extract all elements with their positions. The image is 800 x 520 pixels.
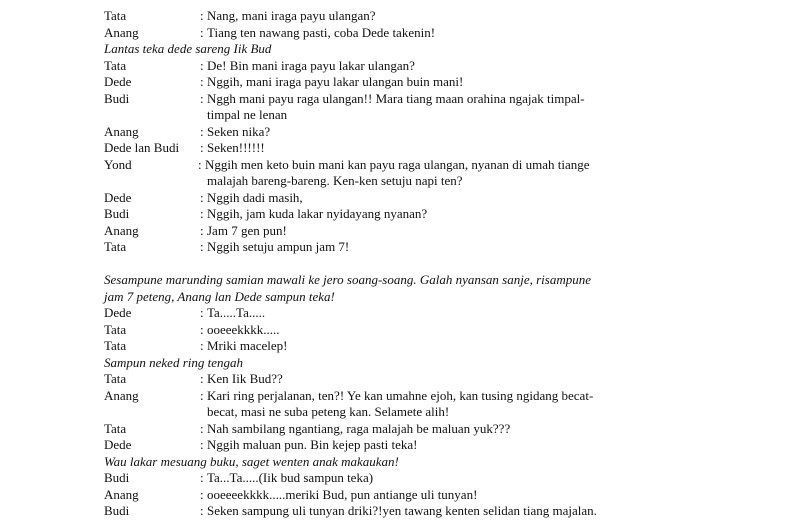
speaker-name: Dede lan Budi xyxy=(104,140,180,155)
stage-direction-text: Sampun neked ring tengah xyxy=(104,354,244,370)
colon-separator: : xyxy=(200,189,204,205)
speaker-name: Budi xyxy=(104,470,130,485)
speaker-name: Tata xyxy=(104,8,127,23)
dialogue-line xyxy=(0,140,800,157)
dialogue-line xyxy=(0,190,800,207)
dialogue-line xyxy=(0,305,800,322)
colon-separator: : xyxy=(200,338,204,353)
dialogue-line xyxy=(0,58,800,75)
dialogue-text: Nang, mani iraga payu ulangan? xyxy=(207,8,376,23)
colon-separator: : xyxy=(200,503,204,518)
stage-direction xyxy=(0,289,800,306)
speaker-name: Tata xyxy=(104,57,127,73)
dialogue-line xyxy=(0,322,800,339)
speaker-name: Dede xyxy=(104,74,132,89)
speaker-name: Budi xyxy=(104,90,130,106)
stage-direction-text: Wau lakar mesuang buku, saget wenten anak makaukan! xyxy=(104,453,399,469)
speaker-name: Tata xyxy=(104,321,127,337)
dialogue-line xyxy=(0,206,800,223)
speaker-name: Yond xyxy=(104,156,132,172)
colon-separator: : xyxy=(200,420,204,436)
speaker-name: Dede xyxy=(104,189,132,205)
dialogue-text: Nggih maluan pun. Bin kejep pasti teka! xyxy=(207,437,418,452)
colon-separator: : xyxy=(200,140,204,155)
dialogue-line xyxy=(0,25,800,42)
speaker-name: Tata xyxy=(104,420,127,436)
colon-separator: : xyxy=(198,156,202,172)
stage-direction xyxy=(0,272,800,289)
colon-separator: : xyxy=(200,387,204,403)
dialogue-line xyxy=(0,157,800,174)
dialogue-text: Ta...Ta.....(Iik bud sampun teka) xyxy=(207,470,374,485)
speaker-name: Dede xyxy=(104,305,132,320)
blank-line xyxy=(0,256,800,273)
colon-separator: : xyxy=(200,74,204,89)
dialogue-text: De! Bin mani iraga payu lakar ulangan? xyxy=(207,57,415,73)
drama-script xyxy=(0,8,800,520)
speaker-name: Budi xyxy=(104,206,130,221)
speaker-name: Tata xyxy=(104,338,127,353)
dialogue-line xyxy=(0,388,800,405)
dialogue-text: Nggh mani payu raga ulangan!! Mara tiang maan orahina ngajak timpal- xyxy=(207,90,585,106)
colon-separator: : xyxy=(200,24,204,40)
colon-separator: : xyxy=(200,321,204,337)
dialogue-text: Seken nika? xyxy=(207,123,271,139)
stage-direction xyxy=(0,454,800,471)
speaker-name: Anang xyxy=(104,387,139,403)
dialogue-text: Nggih, mani iraga payu lakar ulangan buin mani! xyxy=(207,74,464,89)
speaker-name: Tata xyxy=(104,371,127,386)
dialogue-text: Nah sambilang ngantiang, raga malajah be maluan yuk??? xyxy=(207,420,511,436)
speaker-name: Dede xyxy=(104,437,132,452)
dialogue-text: Seken!!!!!! xyxy=(207,140,265,155)
dialogue-text: becat, masi ne suba peteng kan. Selamete alih! xyxy=(207,404,450,419)
stage-direction xyxy=(0,41,800,58)
dialogue-line xyxy=(0,470,800,487)
colon-separator: : xyxy=(200,470,204,485)
dialogue-line xyxy=(0,437,800,454)
dialogue-continuation xyxy=(0,107,800,124)
dialogue-text: timpal ne lenan xyxy=(207,107,288,122)
dialogue-continuation xyxy=(0,173,800,190)
stage-direction-text: jam 7 peteng, Anang lan Dede sampun teka! xyxy=(104,288,335,304)
dialogue-line xyxy=(0,421,800,438)
colon-separator: : xyxy=(200,123,204,139)
dialogue-line xyxy=(0,8,800,25)
dialogue-line xyxy=(0,91,800,108)
colon-separator: : xyxy=(200,437,204,452)
colon-separator: : xyxy=(200,486,204,502)
dialogue-line xyxy=(0,487,800,504)
dialogue-line xyxy=(0,223,800,240)
dialogue-text: Kari ring perjalanan, ten?! Ye kan umahne ejoh, kan tusing ngidang becat- xyxy=(207,387,594,403)
speaker-name: Anang xyxy=(104,24,139,40)
dialogue-text: Nggih dadi masih, xyxy=(207,189,303,205)
colon-separator: : xyxy=(200,206,204,221)
speaker-name: Anang xyxy=(104,123,139,139)
dialogue-line xyxy=(0,239,800,256)
dialogue-text: Mriki macelep! xyxy=(207,338,288,353)
dialogue-text: Seken sampung uli tunyan driki?!yen tawang kenten selidan tiang majalan. xyxy=(207,503,597,518)
dialogue-text: Jam 7 gen pun! xyxy=(207,222,287,238)
speaker-name: Budi xyxy=(104,503,130,518)
dialogue-text: malajah bareng-bareng. Ken-ken setuju napi ten? xyxy=(207,173,463,188)
colon-separator: : xyxy=(200,371,204,386)
dialogue-text: Ken Iik Bud?? xyxy=(207,371,283,386)
stage-direction-text: Sesampune marunding samian mawali ke jero soang-soang. Galah nyansan sanje, risampune xyxy=(104,272,591,287)
colon-separator: : xyxy=(200,57,204,73)
dialogue-text: Tiang ten nawang pasti, coba Dede takenin! xyxy=(207,24,436,40)
dialogue-continuation xyxy=(0,404,800,421)
dialogue-line xyxy=(0,74,800,91)
dialogue-text: Nggih men keto buin mani kan payu raga ulangan, nyanan di umah tiange xyxy=(205,156,590,172)
dialogue-text: ooeeekkkk..... xyxy=(207,321,280,337)
colon-separator: : xyxy=(200,222,204,238)
speaker-name: Tata xyxy=(104,239,127,254)
dialogue-text: ooeeeekkkk.....meriki Bud, pun antiange uli tunyan! xyxy=(207,486,478,502)
dialogue-line xyxy=(0,124,800,141)
dialogue-text: Nggih setuju ampun jam 7! xyxy=(207,239,350,254)
colon-separator: : xyxy=(200,305,204,320)
speaker-name: Anang xyxy=(104,486,139,502)
stage-direction xyxy=(0,355,800,372)
colon-separator: : xyxy=(200,239,204,254)
speaker-name: Anang xyxy=(104,222,139,238)
colon-separator: : xyxy=(200,8,204,23)
dialogue-line xyxy=(0,338,800,355)
dialogue-text: Nggih, jam kuda lakar nyidayang nyanan? xyxy=(207,206,428,221)
colon-separator: : xyxy=(200,90,204,106)
dialogue-line xyxy=(0,371,800,388)
dialogue-line xyxy=(0,503,800,520)
dialogue-text: Ta.....Ta..... xyxy=(207,305,266,320)
stage-direction-text: Lantas teka dede sareng Iik Bud xyxy=(104,41,272,56)
